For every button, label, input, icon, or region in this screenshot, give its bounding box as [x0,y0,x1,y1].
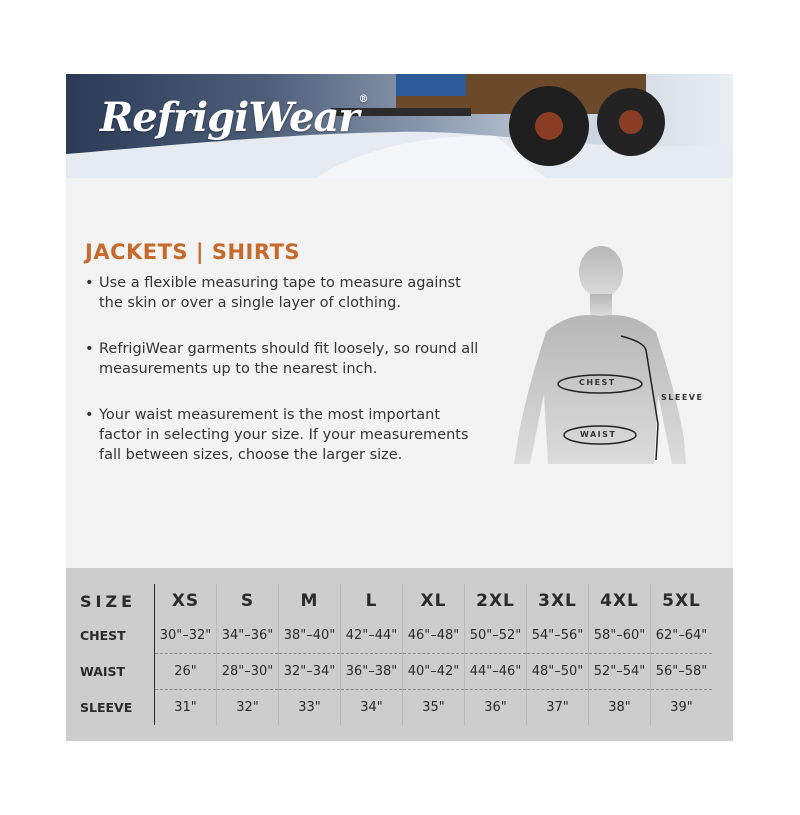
size-column-header: L [341,584,403,618]
size-column-header: XS [171,591,200,611]
table-cell: 50"–52" [465,618,527,654]
table-cell: 58"–60" [589,618,651,654]
row-label: WAIST [80,654,155,690]
size-column-header: 5XL [651,584,713,618]
table-cell: 26" [155,654,217,690]
table-cell: 54"–56" [527,618,589,654]
table-cell: 48"–50" [527,654,589,690]
size-header-label: SIZE [80,584,155,618]
table-cell: 46"–48" [403,618,465,654]
table-cell: 56"–58" [651,654,713,690]
header-banner [66,74,733,178]
chest-label: CHEST [579,378,616,387]
refrigiwear-logo: RefrigiWear® [100,94,368,141]
table-cell: 39" [651,690,713,726]
table-cell: 38" [589,690,651,726]
size-column-header: XL [403,584,465,618]
table-cell: 36"–38" [341,654,403,690]
table-cell: 44"–46" [465,654,527,690]
size-chart [66,568,733,741]
instruction-item: • Your waist measurement is the most important factor in selecting your size. If your measurements fall between sizes, choose the larger size. [85,405,485,465]
table-row [80,690,712,726]
table-cell: 62"–64" [651,618,713,654]
row-label: SLEEVE [80,690,155,726]
size-column-header: M [279,584,341,618]
table-cell: 30"–32" [155,618,217,654]
size-column-header: 3XL [527,584,589,618]
torso-silhouette [506,244,706,474]
row-label: CHEST [80,618,155,654]
size-table [80,584,712,725]
size-column-header: 4XL [589,584,651,618]
table-cell: 35" [403,690,465,726]
table-cell: 33" [279,690,341,726]
table-cell: 36" [465,690,527,726]
table-cell: 31" [174,700,197,715]
instruction-item: • Use a flexible measuring tape to measure against the skin or over a single layer of clothing. [85,273,485,313]
size-guide-card [66,74,733,741]
table-cell: 42"–44" [341,618,403,654]
waist-label: WAIST [580,430,617,439]
table-cell: 28"–30" [217,654,279,690]
table-cell: 34"–36" [217,618,279,654]
table-cell: 37" [527,690,589,726]
table-row [80,618,712,654]
size-header-row [80,584,712,618]
table-cell: 52"–54" [589,654,651,690]
size-column-header: S [217,584,279,618]
table-cell: 38"–40" [279,618,341,654]
table-cell: 34" [341,690,403,726]
size-column-header: 2XL [465,584,527,618]
table-row [80,654,712,690]
body-measurement-figure [506,244,706,474]
table-cell: 40"–42" [403,654,465,690]
table-cell: 32"–34" [279,654,341,690]
section-title: JACKETS | SHIRTS [85,240,301,264]
instruction-item: • RefrigiWear garments should fit loosely, so round all measurements up to the nearest inch. [85,339,485,379]
table-cell: 32" [217,690,279,726]
sleeve-label: SLEEVE [661,393,704,402]
measuring-instructions [85,273,485,491]
